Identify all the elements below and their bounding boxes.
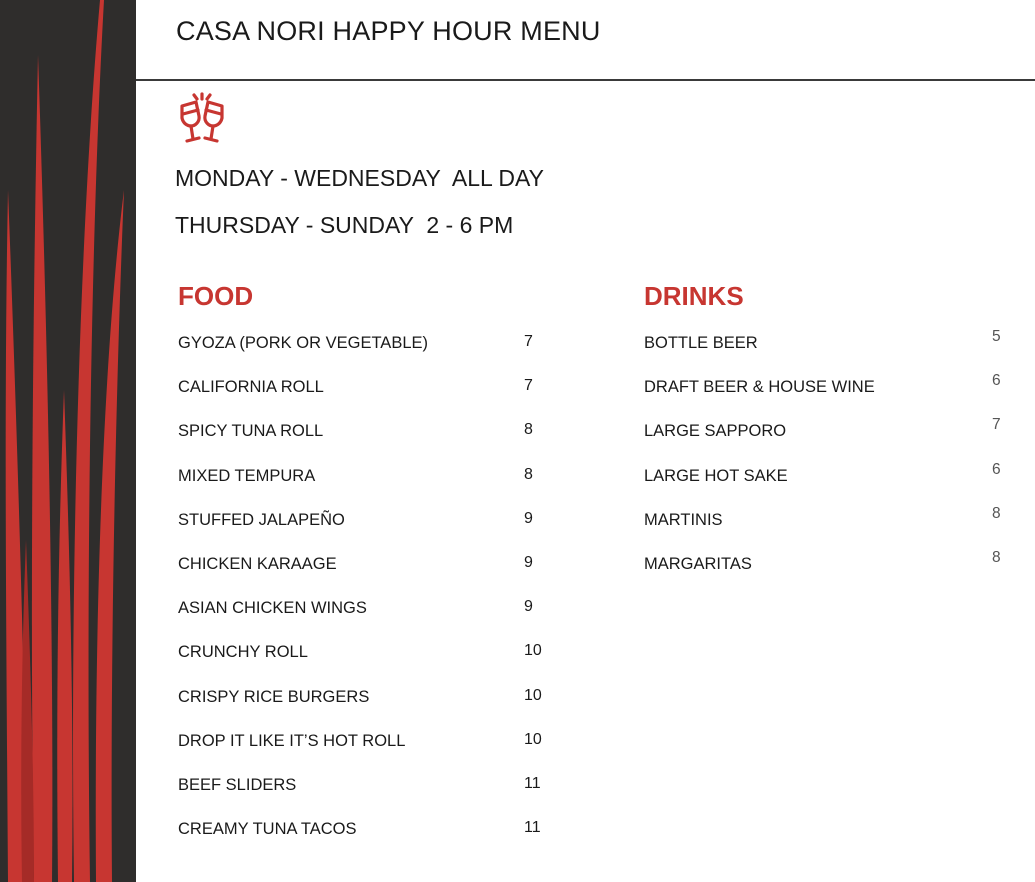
food-item-price: 11 — [524, 774, 541, 792]
food-item — [178, 818, 548, 862]
decorative-side-panel — [0, 0, 136, 882]
food-item — [178, 376, 548, 420]
food-item-name: SPICY TUNA ROLL — [178, 422, 324, 441]
food-item — [178, 332, 548, 376]
drink-item — [644, 328, 1004, 376]
drink-item-name: DRAFT BEER & HOUSE WINE — [644, 378, 875, 397]
food-item — [178, 553, 548, 597]
food-item-price: 10 — [524, 642, 542, 660]
food-item-name: CRISPY RICE BURGERS — [178, 687, 370, 706]
hours-weekend: THURSDAY - SUNDAY 2 - 6 PM — [175, 212, 514, 238]
food-item-name: CHICKEN KARAAGE — [178, 554, 337, 573]
drink-item — [644, 548, 1004, 597]
drink-item — [644, 372, 1004, 420]
hours-weekday: MONDAY - WEDNESDAY ALL DAY — [175, 165, 544, 191]
food-item-price: 9 — [524, 598, 533, 616]
cheers-glasses-icon — [178, 92, 226, 150]
drink-item-name: LARGE HOT SAKE — [644, 466, 788, 485]
drink-item-price: 7 — [992, 416, 1001, 434]
food-item-name: CREAMY TUNA TACOS — [178, 820, 357, 839]
food-item-name: GYOZA (PORK OR VEGETABLE) — [178, 334, 428, 352]
food-item-name: CALIFORNIA ROLL — [178, 378, 324, 397]
drink-item-price: 5 — [992, 328, 1001, 345]
food-item-price: 10 — [524, 730, 542, 748]
menu-content — [136, 0, 1035, 882]
drink-item-price: 6 — [992, 372, 1001, 390]
drink-item-price: 8 — [992, 548, 1001, 566]
food-item — [178, 686, 548, 730]
page-title: CASA NORI HAPPY HOUR MENU — [176, 16, 601, 46]
drinks-list — [644, 328, 1004, 597]
food-item-price: 11 — [524, 819, 541, 837]
food-item-price: 7 — [524, 377, 533, 395]
food-item-name: DROP IT LIKE IT’S HOT ROLL — [178, 731, 406, 750]
food-item — [178, 730, 548, 774]
drink-item-name: LARGE SAPPORO — [644, 422, 787, 441]
food-item-price: 9 — [524, 509, 533, 527]
food-item-name: BEEF SLIDERS — [178, 775, 297, 794]
food-item — [178, 509, 548, 553]
food-item-price: 9 — [524, 553, 533, 571]
food-item-price: 10 — [524, 686, 542, 704]
food-item-name: ASIAN CHICKEN WINGS — [178, 599, 367, 618]
food-item-price: 8 — [524, 421, 533, 439]
food-item — [178, 420, 548, 464]
red-grass-decoration — [0, 0, 136, 882]
drink-item-name: MARGARITAS — [644, 554, 752, 573]
drink-item-name: BOTTLE BEER — [644, 334, 758, 352]
drink-item-price: 6 — [992, 460, 1001, 478]
food-item-price: 8 — [524, 465, 533, 483]
food-item-price: 7 — [524, 333, 533, 350]
food-item — [178, 641, 548, 685]
food-item-name: CRUNCHY ROLL — [178, 643, 308, 662]
food-item-name: STUFFED JALAPEÑO — [178, 510, 345, 529]
header-divider — [136, 79, 1035, 81]
drink-item — [644, 460, 1004, 509]
drinks-heading: DRINKS — [644, 281, 744, 311]
drink-item-name: MARTINIS — [644, 510, 723, 529]
food-item-name: MIXED TEMPURA — [178, 466, 316, 485]
food-item — [178, 465, 548, 509]
drink-item-price: 8 — [992, 504, 1001, 522]
food-heading: FOOD — [178, 281, 254, 311]
drink-item — [644, 504, 1004, 553]
drink-item — [644, 416, 1004, 464]
food-item — [178, 597, 548, 641]
food-item — [178, 774, 548, 818]
food-list — [178, 332, 548, 862]
